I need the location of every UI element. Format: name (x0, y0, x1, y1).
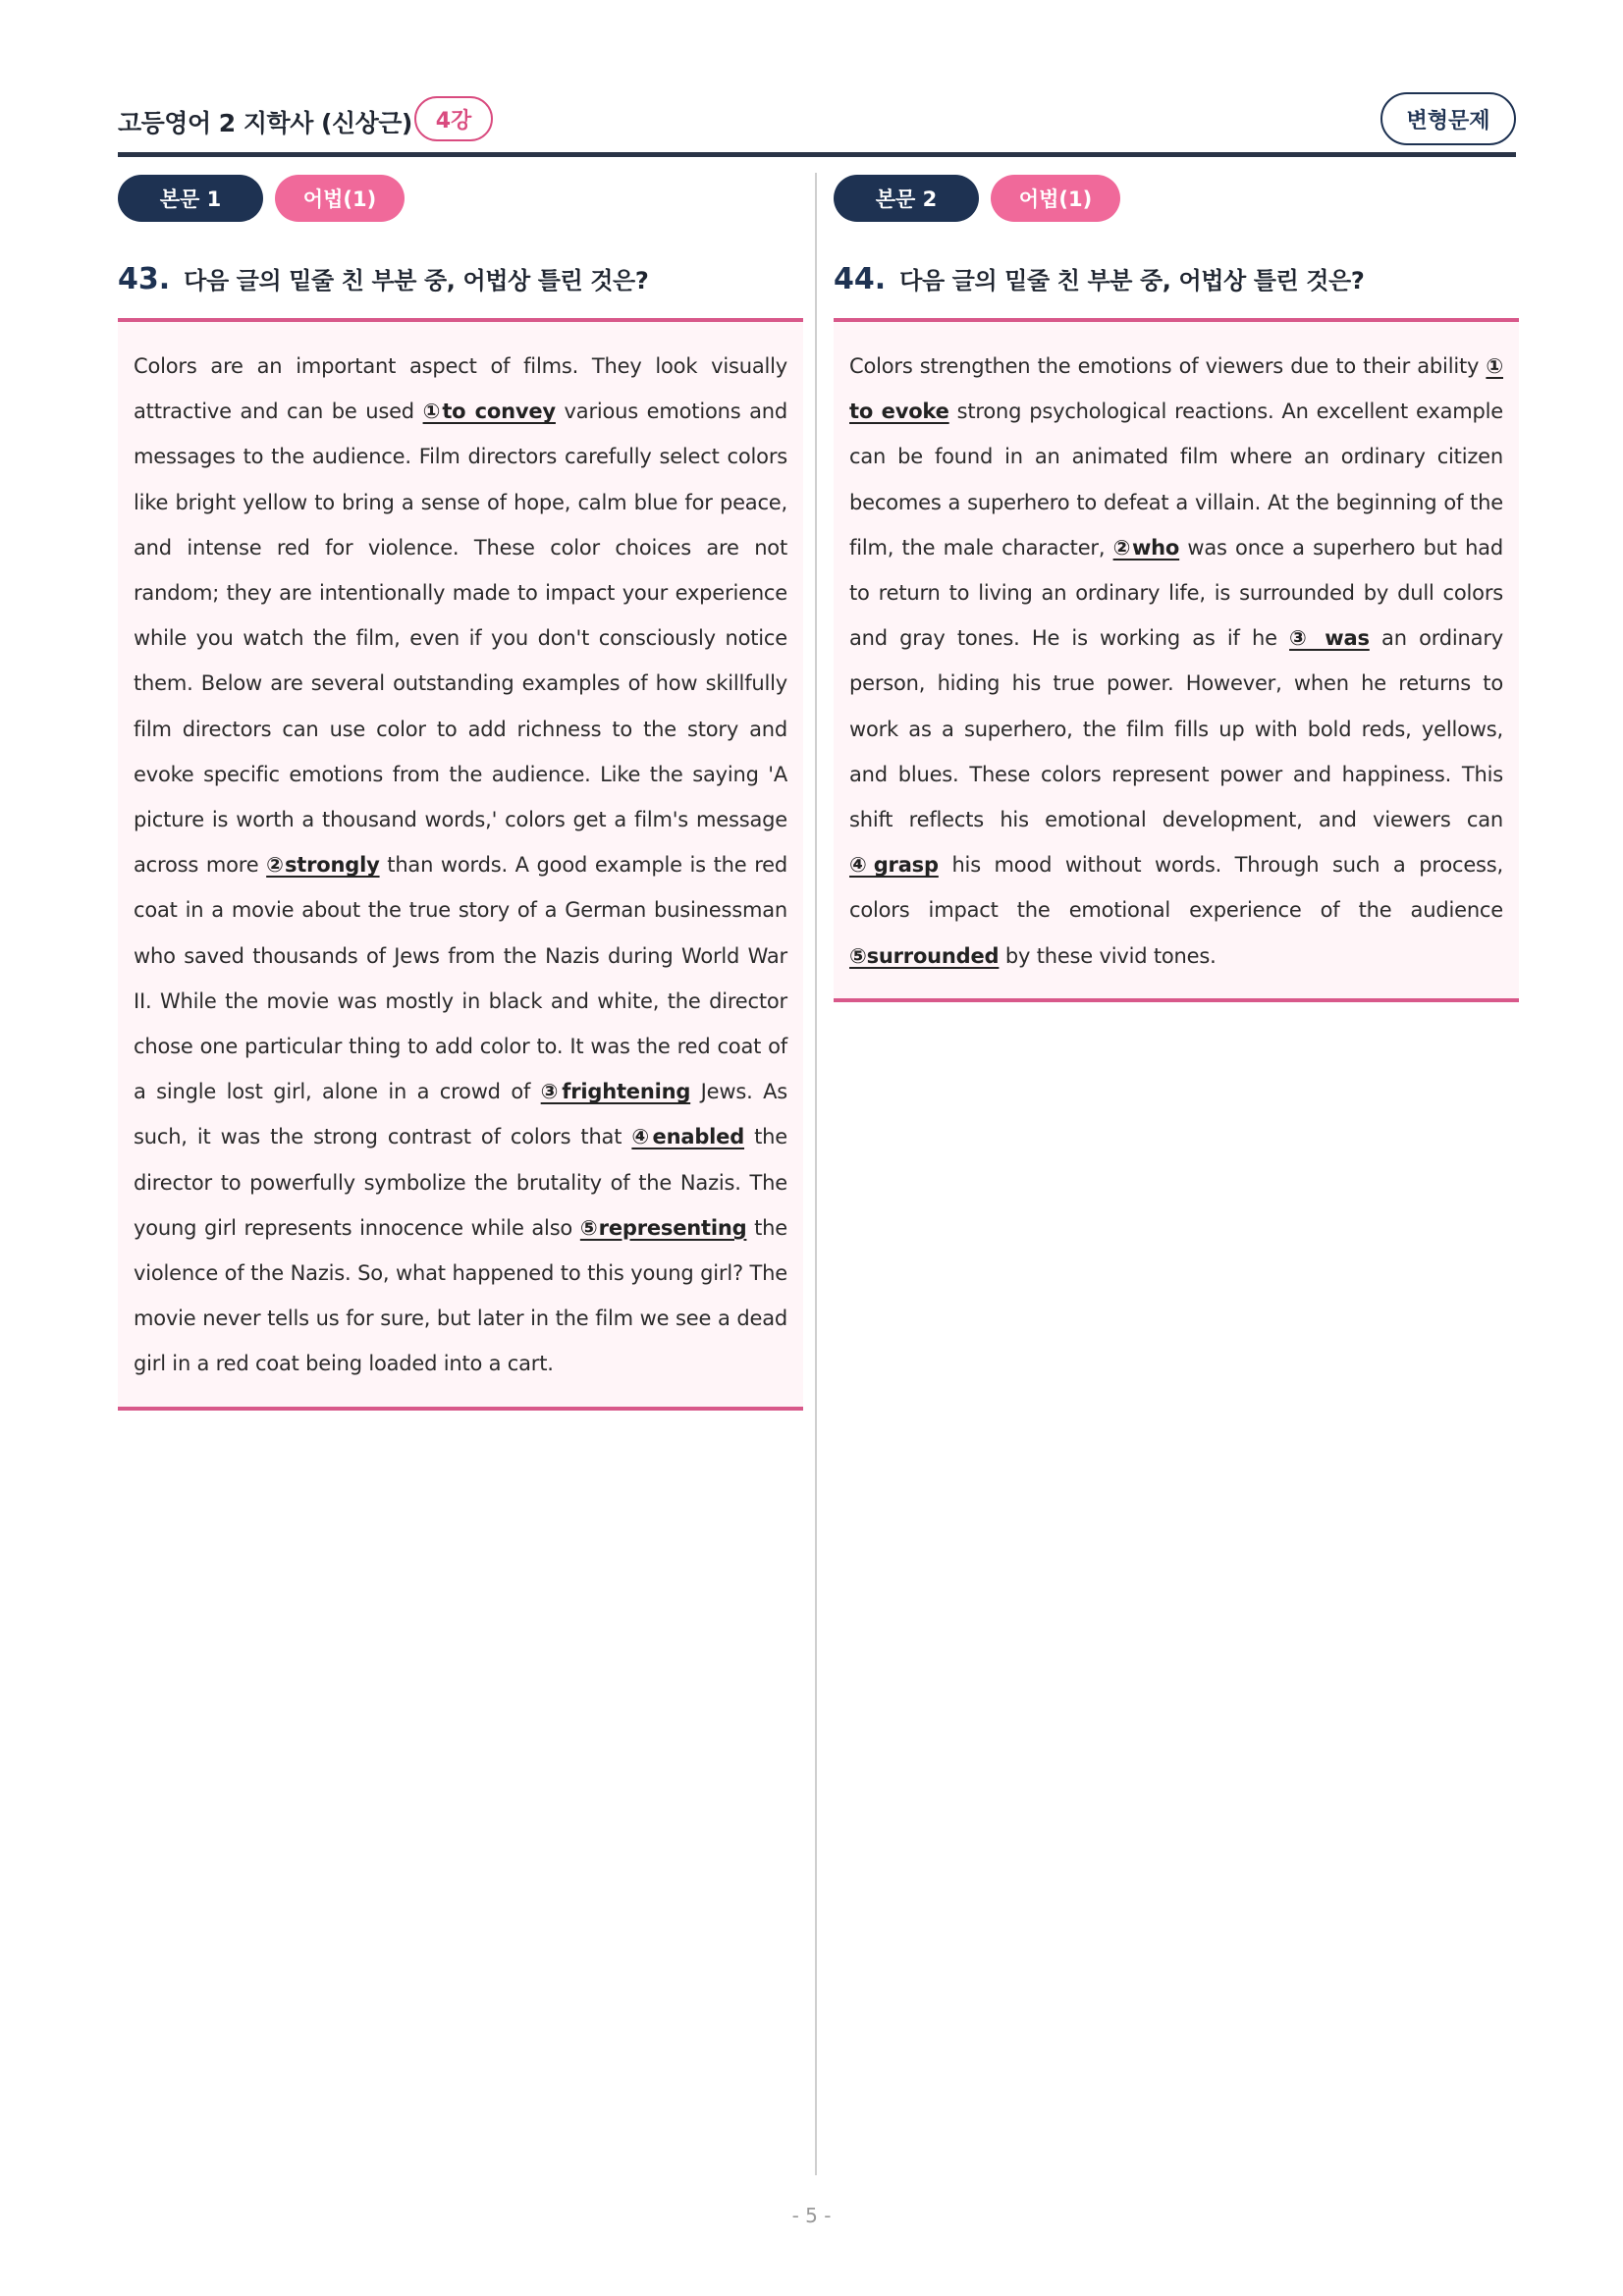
underlined-choice-4: ④grasp (849, 853, 939, 878)
passage-segment: the violence of the Nazis. So, what happened to this young girl? The movie never tells us for sure, but later in the film we see a dead girl in a red coat being loaded into a cart. (134, 1215, 788, 1376)
underlined-choice-5: ⑤surrounded (849, 943, 1000, 968)
lesson-badge: 4강 (414, 96, 493, 141)
passage-text (849, 344, 1503, 979)
page-number: - 5 - (791, 2204, 832, 2227)
question-number: 44. (834, 262, 887, 296)
passage-box (834, 318, 1519, 1002)
passage-segment: various emotions and messages to the audience. Film directors carefully select colors like bright yellow to bring a sense of hope, calm blue for peace, and intense red for violence. These color choices are not random; they are intentionally made to impact your experience while you watch the film, even if you don't consciously notice them. Below are several outstanding examples of how skillfully film directors can use color to add richness to the story and evoke specific emotions from the audience. Like the saying 'A picture is worth a thousand words,' colors get a film's message across more (134, 400, 787, 878)
passage-segment: Colors strengthen the emotions of viewers due to their ability (849, 354, 1487, 378)
underlined-choice-2: ②strongly (266, 853, 380, 878)
question-number: 43. (118, 262, 171, 296)
passage-tag: 본문 1 (118, 175, 263, 222)
passage-text (134, 344, 787, 1387)
question-43-column (118, 175, 803, 1411)
question-text: 다음 글의 밑줄 친 부분 중, 어법상 틀린 것은? (184, 267, 649, 294)
passage-segment: an ordinary person, hiding his true power. However, when he returns to work as a superhero, the film fills up with bold reds, yellows, and blues. These colors represent power and happiness. This shift reflects his emotional development, and viewers can (849, 626, 1503, 832)
category-tag: 어법(1) (275, 175, 405, 222)
underlined-choice-3: ③frightening (540, 1080, 691, 1104)
passage-segment: Colors are an important aspect of films. They look visually attractive and can be used (134, 354, 787, 424)
passage-segment: strong psychological reactions. An excellent example can be found in an animated film where an ordinary citizen becomes a superhero to defeat a villain. At the beginning of the film, the male character, (849, 400, 1503, 560)
tag-row (834, 175, 1519, 222)
passage-segment: was once a superhero but had to return to living an ordinary life, is surrounded by dull colors and gray tones. He is working as if he (849, 535, 1503, 651)
question-prompt (834, 261, 1519, 294)
passage-tag: 본문 2 (834, 175, 979, 222)
underlined-choice-3: ③ was (1289, 626, 1370, 651)
underlined-choice-2: ②who (1112, 535, 1180, 560)
underlined-choice-1: ① to evoke (849, 354, 1503, 424)
tag-row (118, 175, 803, 222)
passage-segment: by these vivid tones. (999, 943, 1217, 968)
underlined-choice-1: ①to convey (422, 400, 556, 424)
passage-box (118, 318, 803, 1411)
question-prompt (118, 261, 803, 294)
question-text: 다음 글의 밑줄 친 부분 중, 어법상 틀린 것은? (899, 267, 1365, 294)
category-tag: 어법(1) (991, 175, 1120, 222)
page-header (118, 96, 1516, 157)
underlined-choice-4: ④enabled (631, 1125, 745, 1149)
passage-segment: than words. A good example is the red coat in a movie about the true story of a German businessman who saved thousands of Jews from the Nazis during World War II. While the movie was mostly in black and white, the director chose one particular thing to add color to. It was the red coat of a single lost girl, alone in a crowd of (134, 853, 788, 1104)
passage-segment: Jews. As such, it was the strong contrast of colors that (134, 1080, 787, 1149)
underlined-choice-5: ⑤representing (579, 1215, 747, 1240)
question-type-badge: 변형문제 (1380, 92, 1516, 145)
passage-segment: his mood without words. Through such a process, colors impact the emotional experience of the audience (849, 853, 1503, 923)
book-title: 고등영어 2 지학사 (신상근) (118, 109, 412, 137)
question-44-column (834, 175, 1519, 1002)
column-divider (815, 173, 817, 2175)
passage-segment: the director to powerfully symbolize the brutality of the Nazis. The young girl represents innocence while also (134, 1125, 787, 1240)
